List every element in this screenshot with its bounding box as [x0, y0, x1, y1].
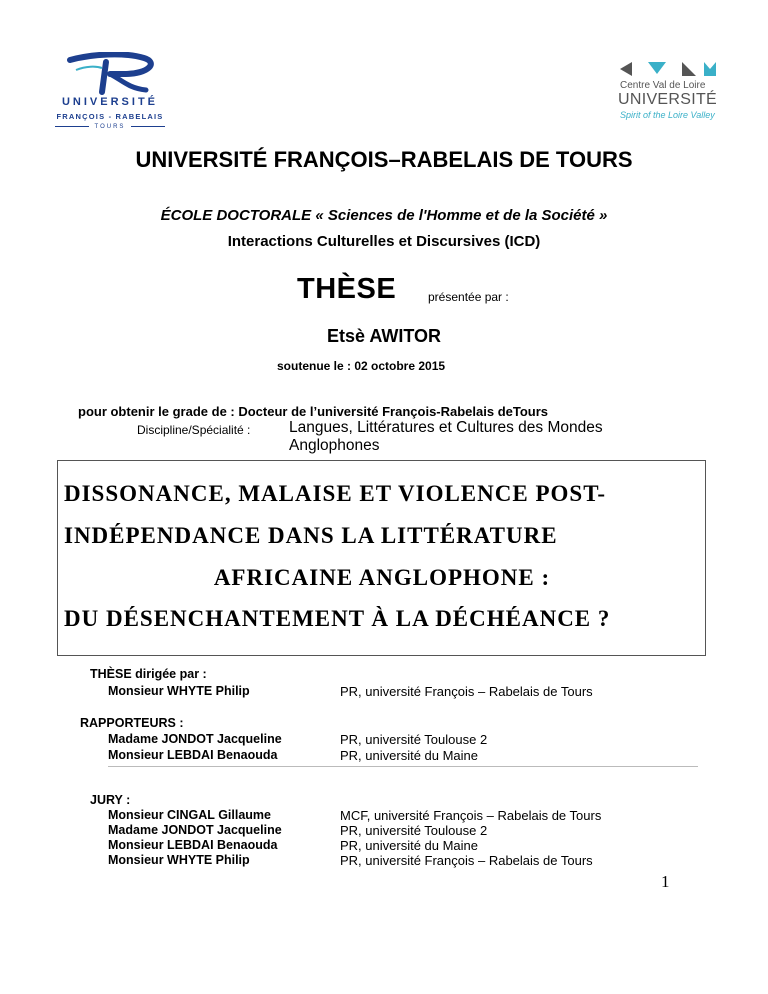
page-number: 1 [661, 872, 670, 891]
defense-date: soutenue le : 02 octobre 2015 [277, 359, 446, 373]
doctoral-school: ÉCOLE DOCTORALE « Sciences de l'Homme et de la Société » [160, 207, 608, 224]
rapporteur-role: PR, université Toulouse 2 [340, 732, 488, 747]
jury-member-name: Monsieur CINGAL Gillaume [108, 808, 271, 822]
logo-cvl-line1: Centre Val de Loire [620, 80, 706, 91]
rapporteurs-heading: RAPPORTEURS : [80, 716, 184, 730]
discipline-value [289, 419, 689, 455]
degree-line: pour obtenir le grade de : Docteur de l’université François-Rabelais deTours [78, 404, 549, 419]
these-heading: THÈSE [297, 273, 397, 305]
jury-member-name: Monsieur WHYTE Philip [108, 853, 250, 867]
research-lab: Interactions Culturelles et Discursives (ICD) [227, 233, 541, 250]
thesis-title-line1: DISSONANCE, MALAISE ET VIOLENCE POST- [64, 481, 607, 506]
university-title: UNIVERSITÉ FRANÇOIS–RABELAIS DE TOURS [135, 147, 633, 172]
logo-tours-line1: UNIVERSITÉ [61, 96, 158, 108]
logo-tours-line2: FRANÇOIS - RABELAIS [56, 112, 164, 121]
discipline-value-line1: Langues, Littératures et Cultures des Mondes [289, 419, 603, 436]
divider [108, 766, 698, 767]
jury-member-role: MCF, université François – Rabelais de Tours [340, 808, 602, 823]
thesis-title-line2: INDÉPENDANCE DANS LA LITTÉRATURE [64, 523, 558, 548]
thesis-title-box [57, 460, 706, 656]
logo-cvl-tagline: Spirit of the Loire Valley [620, 110, 715, 120]
jury-member-role: PR, université Toulouse 2 [340, 823, 488, 838]
logo-centre-val-de-loire [612, 60, 724, 124]
logo-cvl-line2: UNIVERSITÉ [618, 91, 718, 108]
thesis-title-line3: AFRICAINE ANGLOPHONE : [213, 565, 551, 590]
discipline-value-line2: Anglophones [289, 437, 380, 454]
logo-cvl-shapes [618, 60, 718, 78]
jury-member-name: Monsieur LEBDAI Benaouda [108, 838, 278, 852]
jury-member-role: PR, université du Maine [340, 838, 479, 853]
jury-member-name: Madame JONDOT Jacqueline [108, 823, 282, 837]
presented-by-label: présentée par : [428, 290, 509, 304]
logo-tours-line3: TOURS [42, 124, 178, 130]
thesis-title-line4: DU DÉSENCHANTEMENT À LA DÉCHÉANCE ? [64, 606, 611, 631]
discipline-label: Discipline/Spécialité : [137, 423, 251, 437]
logo-tours-mark [62, 52, 158, 96]
director-name: Monsieur WHYTE Philip [108, 684, 250, 698]
jury-member-role: PR, université François – Rabelais de Tours [340, 853, 593, 868]
rapporteur-role: PR, université du Maine [340, 748, 479, 763]
jury-heading: JURY : [90, 793, 131, 807]
rapporteur-name: Monsieur LEBDAI Benaouda [108, 748, 278, 762]
logo-universite-tours [42, 52, 178, 138]
director-heading: THÈSE dirigée par : [90, 667, 207, 681]
rapporteur-name: Madame JONDOT Jacqueline [108, 732, 282, 746]
author-name: Etsè AWITOR [326, 326, 442, 346]
director-role: PR, université François – Rabelais de Tours [340, 684, 593, 699]
